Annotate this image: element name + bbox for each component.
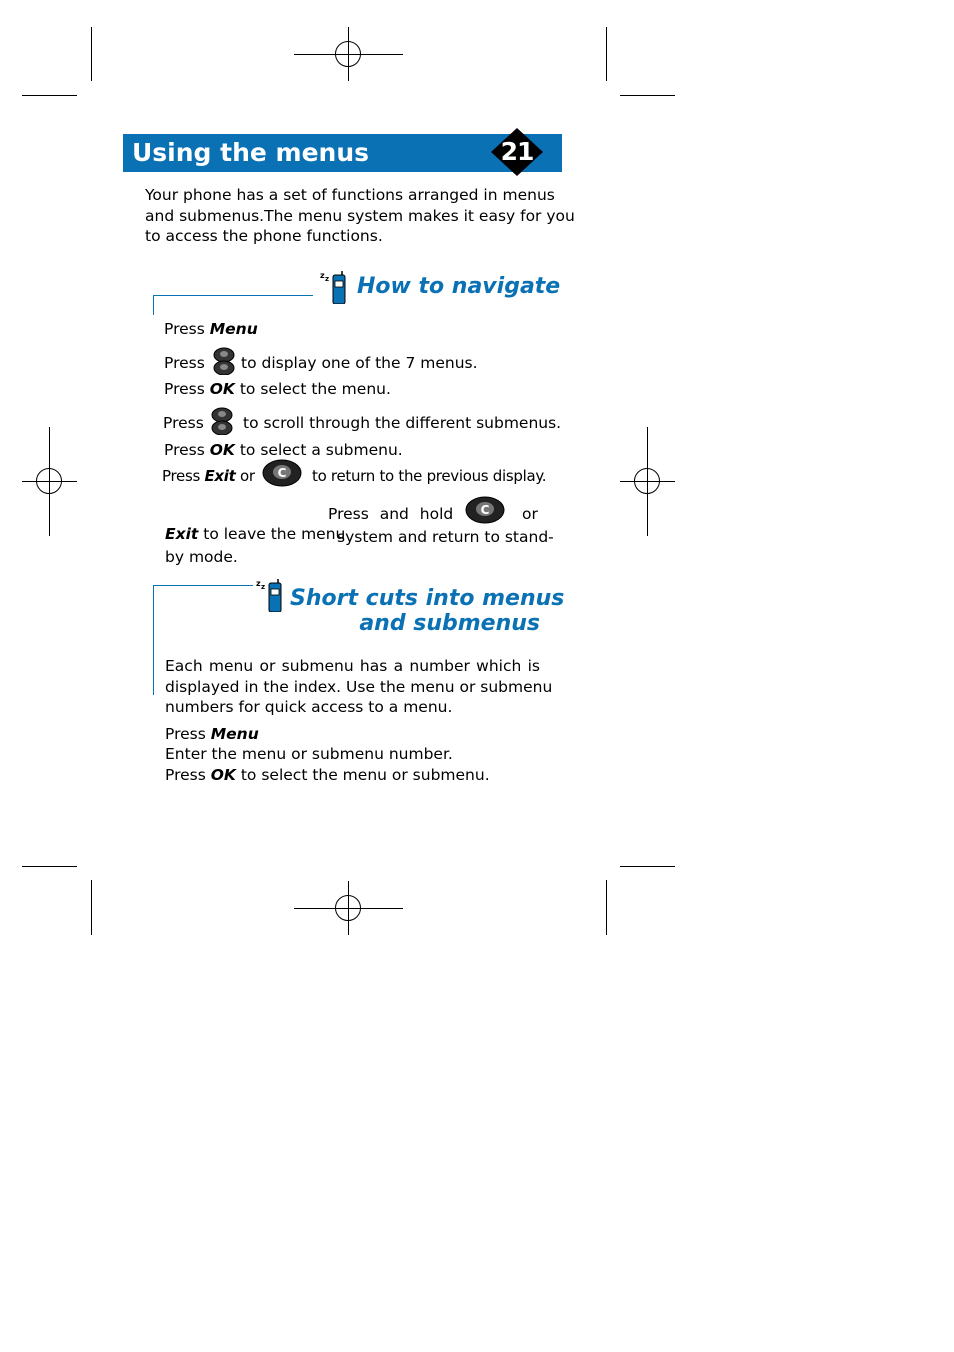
step-text: by mode.	[165, 548, 238, 566]
step-text: to scroll through the different submenus.	[243, 414, 562, 432]
section-rule	[153, 295, 313, 296]
page-title: Using the menus	[132, 138, 370, 167]
shortcut-step-2: Enter the menu or submenu number.	[165, 745, 453, 763]
intro-paragraph	[145, 185, 575, 247]
menu-key-label: Menu	[210, 725, 259, 743]
step-text: system and return to stand-	[337, 528, 554, 546]
step-text: to select a submenu.	[234, 441, 403, 459]
step-text: to display one of the 7 menus.	[241, 354, 478, 372]
intro-line: to access the phone functions.	[145, 227, 383, 245]
section-rule	[153, 585, 253, 586]
ok-key-label: OK	[210, 766, 236, 784]
up-down-navigation-key-icon	[212, 347, 236, 375]
step-text: Press	[163, 414, 204, 432]
sleeping-phone-icon	[320, 270, 346, 304]
step-text: to select the menu.	[234, 380, 391, 398]
section-rule	[153, 295, 154, 315]
section-title-line: Short cuts into menus	[290, 586, 565, 611]
step-text: Press	[164, 380, 210, 398]
nav-step-6	[162, 466, 255, 487]
shortcuts-paragraph	[165, 656, 553, 718]
step-text: to return to the previous display.	[312, 467, 547, 485]
shortcut-step-1	[165, 724, 259, 745]
paragraph-line: numbers for quick access to a menu.	[165, 698, 453, 716]
c-key-label: C	[480, 503, 490, 517]
sleeping-phone-icon	[256, 578, 282, 612]
exit-key-label: Exit	[165, 525, 199, 543]
svg-text:z: z	[261, 583, 266, 591]
paragraph-line: Each menu or submenu has a number which is	[165, 657, 540, 675]
step-text: Press	[164, 320, 210, 338]
intro-line: Your phone has a set of functions arranged in menus	[145, 186, 555, 204]
ok-key-label: OK	[209, 380, 235, 398]
step-text: Press	[165, 766, 211, 784]
nav-step-7-line2	[165, 524, 345, 545]
c-clear-key-icon	[262, 459, 302, 487]
section-title-shortcuts	[290, 586, 565, 636]
nav-step-5	[164, 440, 403, 461]
step-text: to select the menu or submenu.	[235, 766, 490, 784]
intro-line: and submenus.The menu system makes it easy for you	[145, 206, 575, 225]
step-text: Press	[165, 725, 211, 743]
svg-text:z: z	[325, 275, 330, 283]
svg-text:z: z	[256, 579, 261, 588]
page-number: 21	[500, 137, 534, 166]
step-text: or	[522, 505, 538, 523]
menu-key-label: Menu	[209, 320, 258, 338]
section-rule	[153, 585, 154, 695]
exit-key-label: Exit	[204, 467, 236, 485]
up-down-navigation-key-icon	[210, 407, 234, 435]
step-text: Press and hold	[328, 505, 454, 523]
ok-key-label: OK	[209, 441, 235, 459]
nav-step-3	[164, 379, 391, 400]
section-title-line: and submenus	[359, 611, 540, 636]
step-text: Press	[162, 467, 205, 485]
step-text: Press	[164, 354, 205, 372]
paragraph-line: displayed in the index. Use the menu or submenu	[165, 677, 553, 696]
step-text: Press	[164, 441, 210, 459]
nav-step-1	[164, 319, 258, 340]
c-key-label: C	[277, 466, 287, 480]
step-text: or	[235, 467, 255, 485]
c-clear-key-icon	[465, 496, 505, 524]
svg-text:z: z	[320, 271, 325, 280]
section-title-navigate: How to navigate	[357, 274, 561, 299]
shortcut-step-3	[165, 765, 490, 786]
step-text: to leave the menu	[198, 525, 346, 543]
